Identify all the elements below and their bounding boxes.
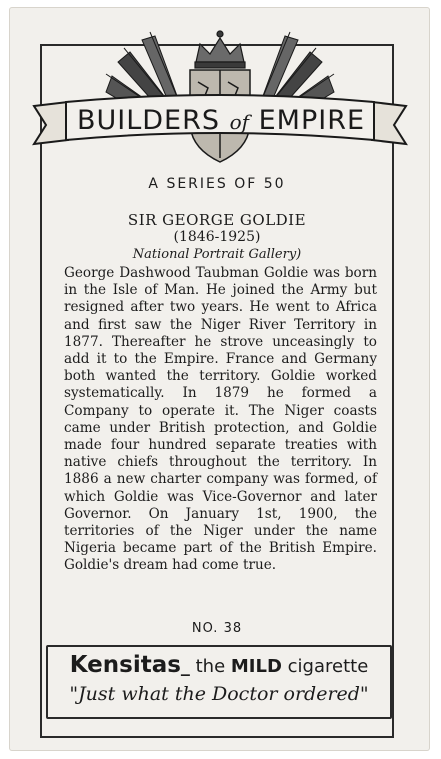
advert-dash: _	[180, 656, 190, 677]
advert-tagline-mild: MILD	[230, 656, 282, 677]
card-number: NO. 38	[191, 621, 243, 636]
biography-text: George Dashwood Taubman Goldie was born in the Isle of Man. He joined the Army but resigned after two years. He went to Africa and first saw the Niger River Territory in 1877. Thereafter he strove unceasingly to add it to the Empire. France and Germany both wanted the territory. Goldie worked systematically. In 1879 he formed a Company to operate it. The Niger coasts came under British protection, and Goldie made four hundred separate treaties with native chiefs throughout the territory. In 1886 a new charter company was formed, of which Goldie was Vice-Governor and later Governor. On January 1st, 1900, the territories of the Niger under the name Nigeria became part of the British Empire. Goldie's dream had come true.	[64, 265, 377, 574]
banner-title-of: of	[229, 110, 250, 134]
banner-title	[70, 106, 372, 137]
advert-slogan: "Just what the Doctor ordered"	[69, 683, 369, 705]
banner-title-builders: BUILDERS	[76, 105, 230, 136]
image-credit: National Portrait Gallery)	[132, 247, 302, 262]
subject-dates: (1846-1925)	[173, 229, 261, 245]
advert-brand: Kensitas	[69, 652, 181, 678]
banner-title-empire: EMPIRE	[249, 105, 366, 136]
subject-name: SIR GEORGE GOLDIE	[127, 211, 307, 229]
advert-tagline-post: cigarette	[281, 656, 369, 677]
advert-tagline	[46, 652, 392, 678]
crest-and-banner-emblem	[20, 22, 420, 184]
crown-icon	[195, 31, 245, 68]
advert-tagline-pre: the	[189, 656, 231, 677]
series-caption: A SERIES OF 50	[148, 176, 286, 192]
